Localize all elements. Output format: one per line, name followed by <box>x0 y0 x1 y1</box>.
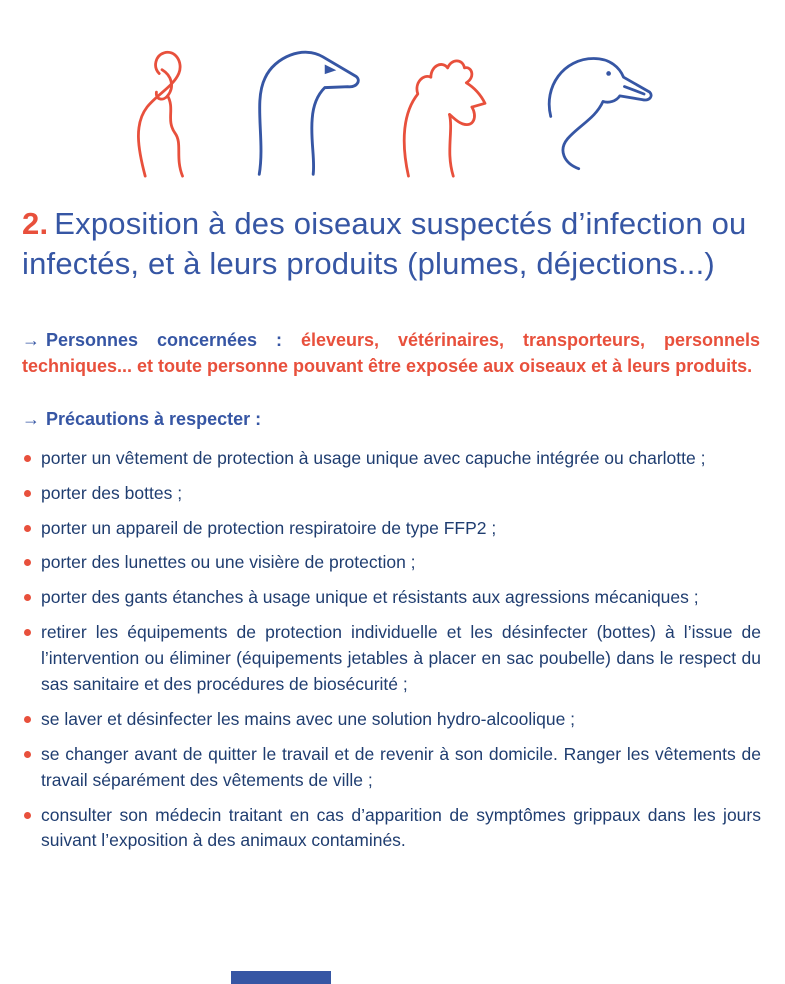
section-personnes <box>22 327 760 379</box>
list-item: se laver et désinfecter les mains avec une solution hydro-alcoolique ; <box>22 707 761 733</box>
list-item: porter des lunettes ou une visière de protection ; <box>22 550 761 576</box>
list-item: porter des gants étanches à usage unique et résistants aux agressions mécaniques ; <box>22 585 761 611</box>
arrow-icon: → <box>22 408 40 429</box>
turkey-icon <box>122 38 230 178</box>
duck-icon <box>516 38 662 178</box>
precautions-list <box>22 446 761 855</box>
section-precautions-heading <box>22 409 761 430</box>
rooster-icon <box>380 38 506 178</box>
title-number: 2. <box>22 206 49 241</box>
goose-icon <box>240 30 370 178</box>
title-text: Exposition à des oiseaux suspectés d’infection ou infectés, et à leurs produits (plumes, déjections...) <box>22 206 747 282</box>
precautions-label: Précautions à respecter : <box>46 408 262 429</box>
list-item: porter des bottes ; <box>22 481 761 507</box>
arrow-icon: → <box>22 329 40 350</box>
footer-bar <box>231 971 331 984</box>
list-item: consulter son médecin traitant en cas d’apparition de symptômes grippaux dans les jours suivant l’exposition à des animaux contaminés. <box>22 803 761 855</box>
list-item: retirer les équipements de protection individuelle et les désinfecter (bottes) à l’issue de l’intervention ou éliminer (équipements jetables à placer en sac poubelle) dans le respect du sas sanitaire et des procédures de biosécurité ; <box>22 620 761 698</box>
personnes-label: Personnes concernées : <box>46 329 282 350</box>
list-item: se changer avant de quitter le travail et de revenir à son domicile. Ranger les vêtements de travail séparément des vêtements de ville ; <box>22 742 761 794</box>
bird-illustrations <box>22 20 761 178</box>
personnes-text: éleveurs, vétérinaires, transporteurs, personnels techniques... et toute personne pouvant être exposée aux oiseaux et à leurs produits. <box>22 329 760 376</box>
list-item: porter un vêtement de protection à usage unique avec capuche intégrée ou charlotte ; <box>22 446 761 472</box>
page-title <box>22 204 761 285</box>
list-item: porter un appareil de protection respiratoire de type FFP2 ; <box>22 516 761 542</box>
